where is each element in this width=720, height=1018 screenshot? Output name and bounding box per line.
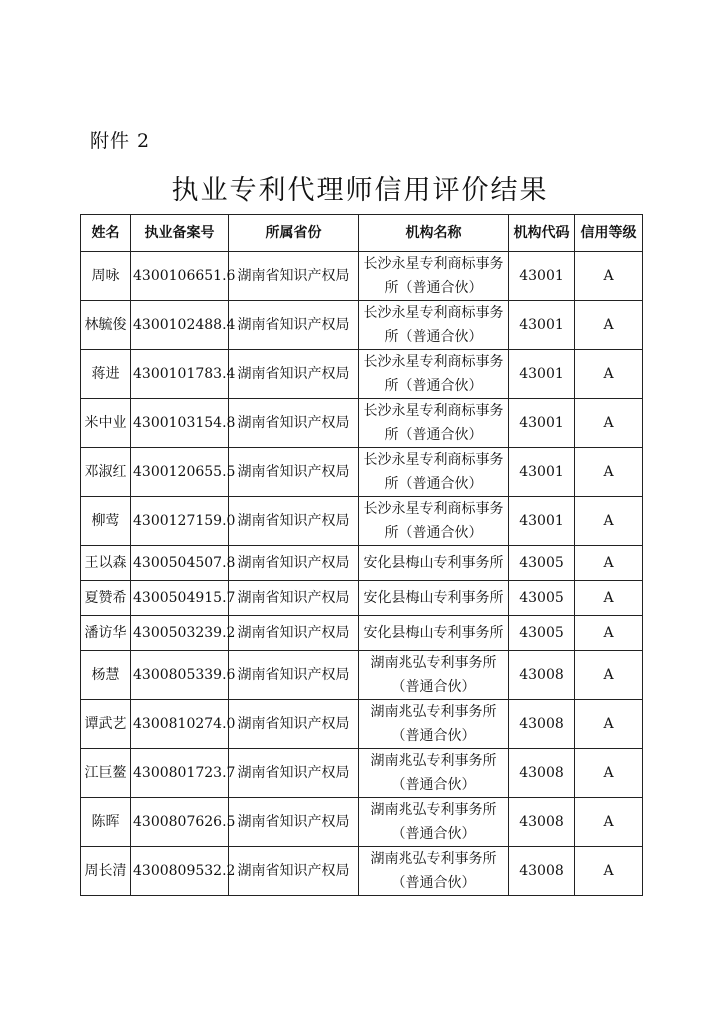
table-row — [81, 798, 643, 847]
cell-org-code: 43001 — [509, 448, 575, 497]
cell-credit-grade: A — [575, 749, 643, 798]
cell-org-name: 长沙永星专利商标事务所（普通合伙） — [359, 301, 509, 350]
cell-name: 夏赞希 — [81, 581, 131, 616]
cell-org-code: 43001 — [509, 497, 575, 546]
cell-org-code: 43008 — [509, 651, 575, 700]
cell-org-code: 43001 — [509, 399, 575, 448]
header-org-name: 机构名称 — [359, 215, 509, 252]
cell-record-number: 4300127159.0 — [131, 497, 229, 546]
cell-org-name: 安化县梅山专利事务所 — [359, 581, 509, 616]
document-title: 执业专利代理师信用评价结果 — [171, 175, 549, 206]
cell-org-name: 湖南兆弘专利事务所（普通合伙） — [359, 798, 509, 847]
cell-name: 陈晖 — [81, 798, 131, 847]
table-row — [81, 651, 643, 700]
cell-credit-grade: A — [575, 497, 643, 546]
cell-province: 湖南省知识产权局 — [229, 847, 359, 896]
table-row — [81, 399, 643, 448]
cell-credit-grade: A — [575, 651, 643, 700]
cell-org-name: 安化县梅山专利事务所 — [359, 616, 509, 651]
cell-org-name: 长沙永星专利商标事务所（普通合伙） — [359, 497, 509, 546]
cell-credit-grade: A — [575, 581, 643, 616]
cell-record-number: 4300102488.4 — [131, 301, 229, 350]
cell-org-name: 长沙永星专利商标事务所（普通合伙） — [359, 399, 509, 448]
header-org-code: 机构代码 — [509, 215, 575, 252]
cell-record-number: 4300504507.8 — [131, 546, 229, 581]
table-body — [81, 252, 643, 896]
cell-name: 蒋进 — [81, 350, 131, 399]
table-row — [81, 616, 643, 651]
header-name: 姓名 — [81, 215, 131, 252]
cell-org-code: 43008 — [509, 700, 575, 749]
header-record-number: 执业备案号 — [131, 215, 229, 252]
table-row — [81, 350, 643, 399]
cell-credit-grade: A — [575, 301, 643, 350]
cell-org-name: 长沙永星专利商标事务所（普通合伙） — [359, 448, 509, 497]
cell-credit-grade: A — [575, 798, 643, 847]
table-row — [81, 581, 643, 616]
cell-province: 湖南省知识产权局 — [229, 749, 359, 798]
cell-org-name: 湖南兆弘专利事务所（普通合伙） — [359, 847, 509, 896]
cell-org-code: 43005 — [509, 546, 575, 581]
cell-name: 米中业 — [81, 399, 131, 448]
cell-province: 湖南省知识产权局 — [229, 651, 359, 700]
cell-org-name: 湖南兆弘专利事务所（普通合伙） — [359, 749, 509, 798]
cell-province: 湖南省知识产权局 — [229, 798, 359, 847]
cell-org-code: 43008 — [509, 798, 575, 847]
cell-org-name: 湖南兆弘专利事务所（普通合伙） — [359, 700, 509, 749]
cell-name: 谭武艺 — [81, 700, 131, 749]
cell-org-code: 43005 — [509, 581, 575, 616]
cell-name: 王以森 — [81, 546, 131, 581]
cell-org-name: 湖南兆弘专利事务所（普通合伙） — [359, 651, 509, 700]
header-credit-grade: 信用等级 — [575, 215, 643, 252]
cell-record-number: 4300120655.5 — [131, 448, 229, 497]
cell-province: 湖南省知识产权局 — [229, 301, 359, 350]
cell-name: 潘访华 — [81, 616, 131, 651]
cell-org-name: 长沙永星专利商标事务所（普通合伙） — [359, 252, 509, 301]
cell-record-number: 4300106651.6 — [131, 252, 229, 301]
cell-name: 柳莺 — [81, 497, 131, 546]
cell-province: 湖南省知识产权局 — [229, 616, 359, 651]
credit-table — [80, 214, 643, 896]
cell-province: 湖南省知识产权局 — [229, 448, 359, 497]
cell-record-number: 4300810274.0 — [131, 700, 229, 749]
cell-org-code: 43001 — [509, 301, 575, 350]
table-row — [81, 700, 643, 749]
cell-name: 江巨鳌 — [81, 749, 131, 798]
cell-org-code: 43001 — [509, 252, 575, 301]
cell-record-number: 4300801723.7 — [131, 749, 229, 798]
cell-province: 湖南省知识产权局 — [229, 252, 359, 301]
cell-record-number: 4300807626.5 — [131, 798, 229, 847]
cell-credit-grade: A — [575, 448, 643, 497]
table-row — [81, 847, 643, 896]
cell-record-number: 4300809532.2 — [131, 847, 229, 896]
cell-name: 周咏 — [81, 252, 131, 301]
cell-record-number: 4300503239.2 — [131, 616, 229, 651]
cell-credit-grade: A — [575, 252, 643, 301]
table-row — [81, 301, 643, 350]
cell-name: 林毓俊 — [81, 301, 131, 350]
cell-org-code: 43008 — [509, 847, 575, 896]
cell-credit-grade: A — [575, 350, 643, 399]
cell-record-number: 4300103154.8 — [131, 399, 229, 448]
cell-province: 湖南省知识产权局 — [229, 350, 359, 399]
cell-province: 湖南省知识产权局 — [229, 700, 359, 749]
cell-org-code: 43005 — [509, 616, 575, 651]
cell-province: 湖南省知识产权局 — [229, 399, 359, 448]
header-province: 所属省份 — [229, 215, 359, 252]
cell-org-code: 43008 — [509, 749, 575, 798]
cell-record-number: 4300101783.4 — [131, 350, 229, 399]
cell-record-number: 4300805339.6 — [131, 651, 229, 700]
cell-credit-grade: A — [575, 700, 643, 749]
table-header-row — [81, 215, 643, 252]
cell-credit-grade: A — [575, 847, 643, 896]
cell-record-number: 4300504915.7 — [131, 581, 229, 616]
table-row — [81, 749, 643, 798]
cell-org-name: 长沙永星专利商标事务所（普通合伙） — [359, 350, 509, 399]
cell-name: 杨慧 — [81, 651, 131, 700]
annex-label: 附件 2 — [90, 130, 151, 152]
cell-credit-grade: A — [575, 546, 643, 581]
cell-credit-grade: A — [575, 399, 643, 448]
cell-name: 邓淑红 — [81, 448, 131, 497]
cell-province: 湖南省知识产权局 — [229, 546, 359, 581]
cell-province: 湖南省知识产权局 — [229, 497, 359, 546]
cell-credit-grade: A — [575, 616, 643, 651]
table-row — [81, 546, 643, 581]
cell-org-name: 安化县梅山专利事务所 — [359, 546, 509, 581]
table-row — [81, 252, 643, 301]
cell-province: 湖南省知识产权局 — [229, 581, 359, 616]
table-row — [81, 497, 643, 546]
table-row — [81, 448, 643, 497]
cell-org-code: 43001 — [509, 350, 575, 399]
cell-name: 周长清 — [81, 847, 131, 896]
